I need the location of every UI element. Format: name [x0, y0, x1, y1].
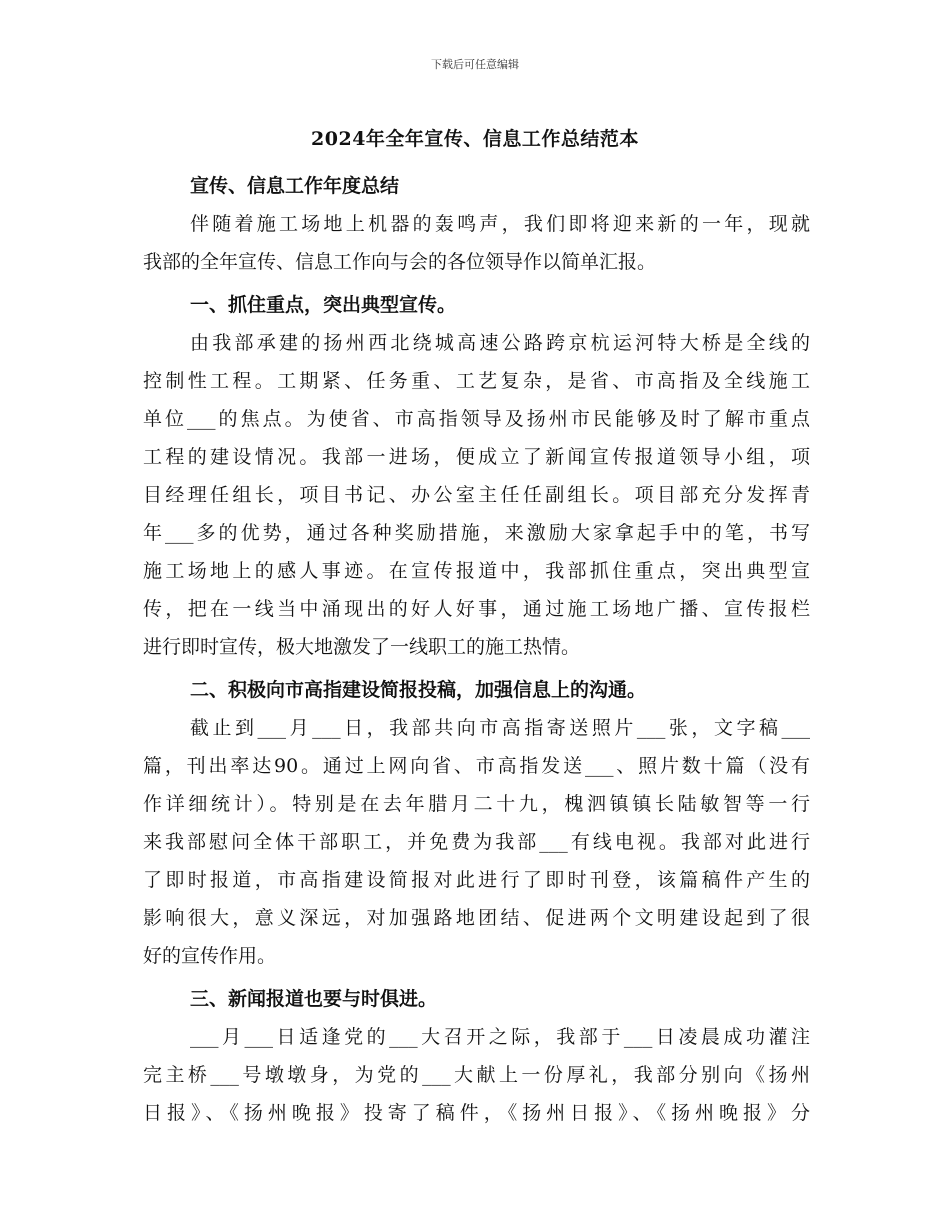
paragraph-line: 由我部承建的扬州西北绕城高速公路跨京杭运河特大桥是全线的: [190, 332, 810, 354]
paragraph-line: 篇，刊出率达90。通过上网向省、市高指发送___、照片数十篇（没有: [143, 755, 810, 777]
paragraph-line: 伴随着施工场地上机器的轰鸣声，我们即将迎来新的一年，现就: [190, 213, 810, 235]
paragraph-line: 好的宣传作用。: [143, 945, 277, 967]
paragraph-line: 了即时报道，市高指建设简报对此进行了即时刊登，该篇稿件产生的: [143, 869, 810, 891]
paragraph-line: 我部的全年宣传、信息工作向与会的各位领导作以简单汇报。: [143, 251, 657, 273]
section-heading: 宣传、信息工作年度总结: [190, 175, 400, 197]
paragraph-line: 完主桥___号墩墩身，为党的___大献上一份厚礼，我部分别向《扬州: [143, 1064, 810, 1086]
paragraph-line: 影响很大，意义深远，对加强路地团结、促进两个文明建设起到了很: [143, 907, 810, 929]
paragraph-line: 工程的建设情况。我部一进场，便成立了新闻宣传报道领导小组，项: [143, 446, 810, 468]
section-heading: 二、积极向市高指建设简报投稿，加强信息上的沟通。: [190, 679, 647, 701]
paragraph-line: 单位___的焦点。为使省、市高指领导及扬州市民能够及时了解市重点: [143, 408, 810, 430]
paragraph-line: 施工场地上的感人事迹。在宣传报道中，我部抓住重点，突出典型宣: [143, 560, 810, 582]
page-header: 下载后可任意编辑: [431, 58, 519, 71]
paragraph-line: 日报》、《扬州晚报》投寄了稿件，《扬州日报》、《扬州晚报》分: [143, 1102, 810, 1124]
paragraph-line: 传，把在一线当中涌现出的好人好事，通过施工场地广播、宣传报栏: [143, 598, 810, 620]
paragraph-line: 年___多的优势，通过各种奖励措施，来激励大家拿起手中的笔，书写: [143, 522, 810, 544]
paragraph-line: 控制性工程。工期紧、任务重、工艺复杂，是省、市高指及全线施工: [143, 370, 810, 392]
paragraph-line: 目经理任组长，项目书记、办公室主任任副组长。项目部充分发挥青: [143, 484, 810, 506]
document-body: [143, 167, 810, 1132]
section-heading: 一、抓住重点，突出典型宣传。: [190, 294, 457, 316]
paragraph-line: ___月___日适逢党的___大召开之际，我部于___日凌晨成功灌注: [190, 1026, 810, 1048]
paragraph-line: 截止到___月___日，我部共向市高指寄送照片___张，文字稿___: [190, 717, 810, 739]
paragraph-line: 进行即时宣传，极大地激发了一线职工的施工热情。: [143, 636, 581, 658]
paragraph-line: 作详细统计）。特别是在去年腊月二十九，槐泗镇镇长陆敏智等一行: [143, 793, 810, 815]
paragraph-line: 来我部慰问全体干部职工，并免费为我部___有线电视。我部对此进行: [143, 831, 810, 853]
section-heading: 三、新闻报道也要与时俱进。: [190, 988, 438, 1010]
document-title: 2024年全年宣传、信息工作总结范本: [311, 128, 639, 150]
